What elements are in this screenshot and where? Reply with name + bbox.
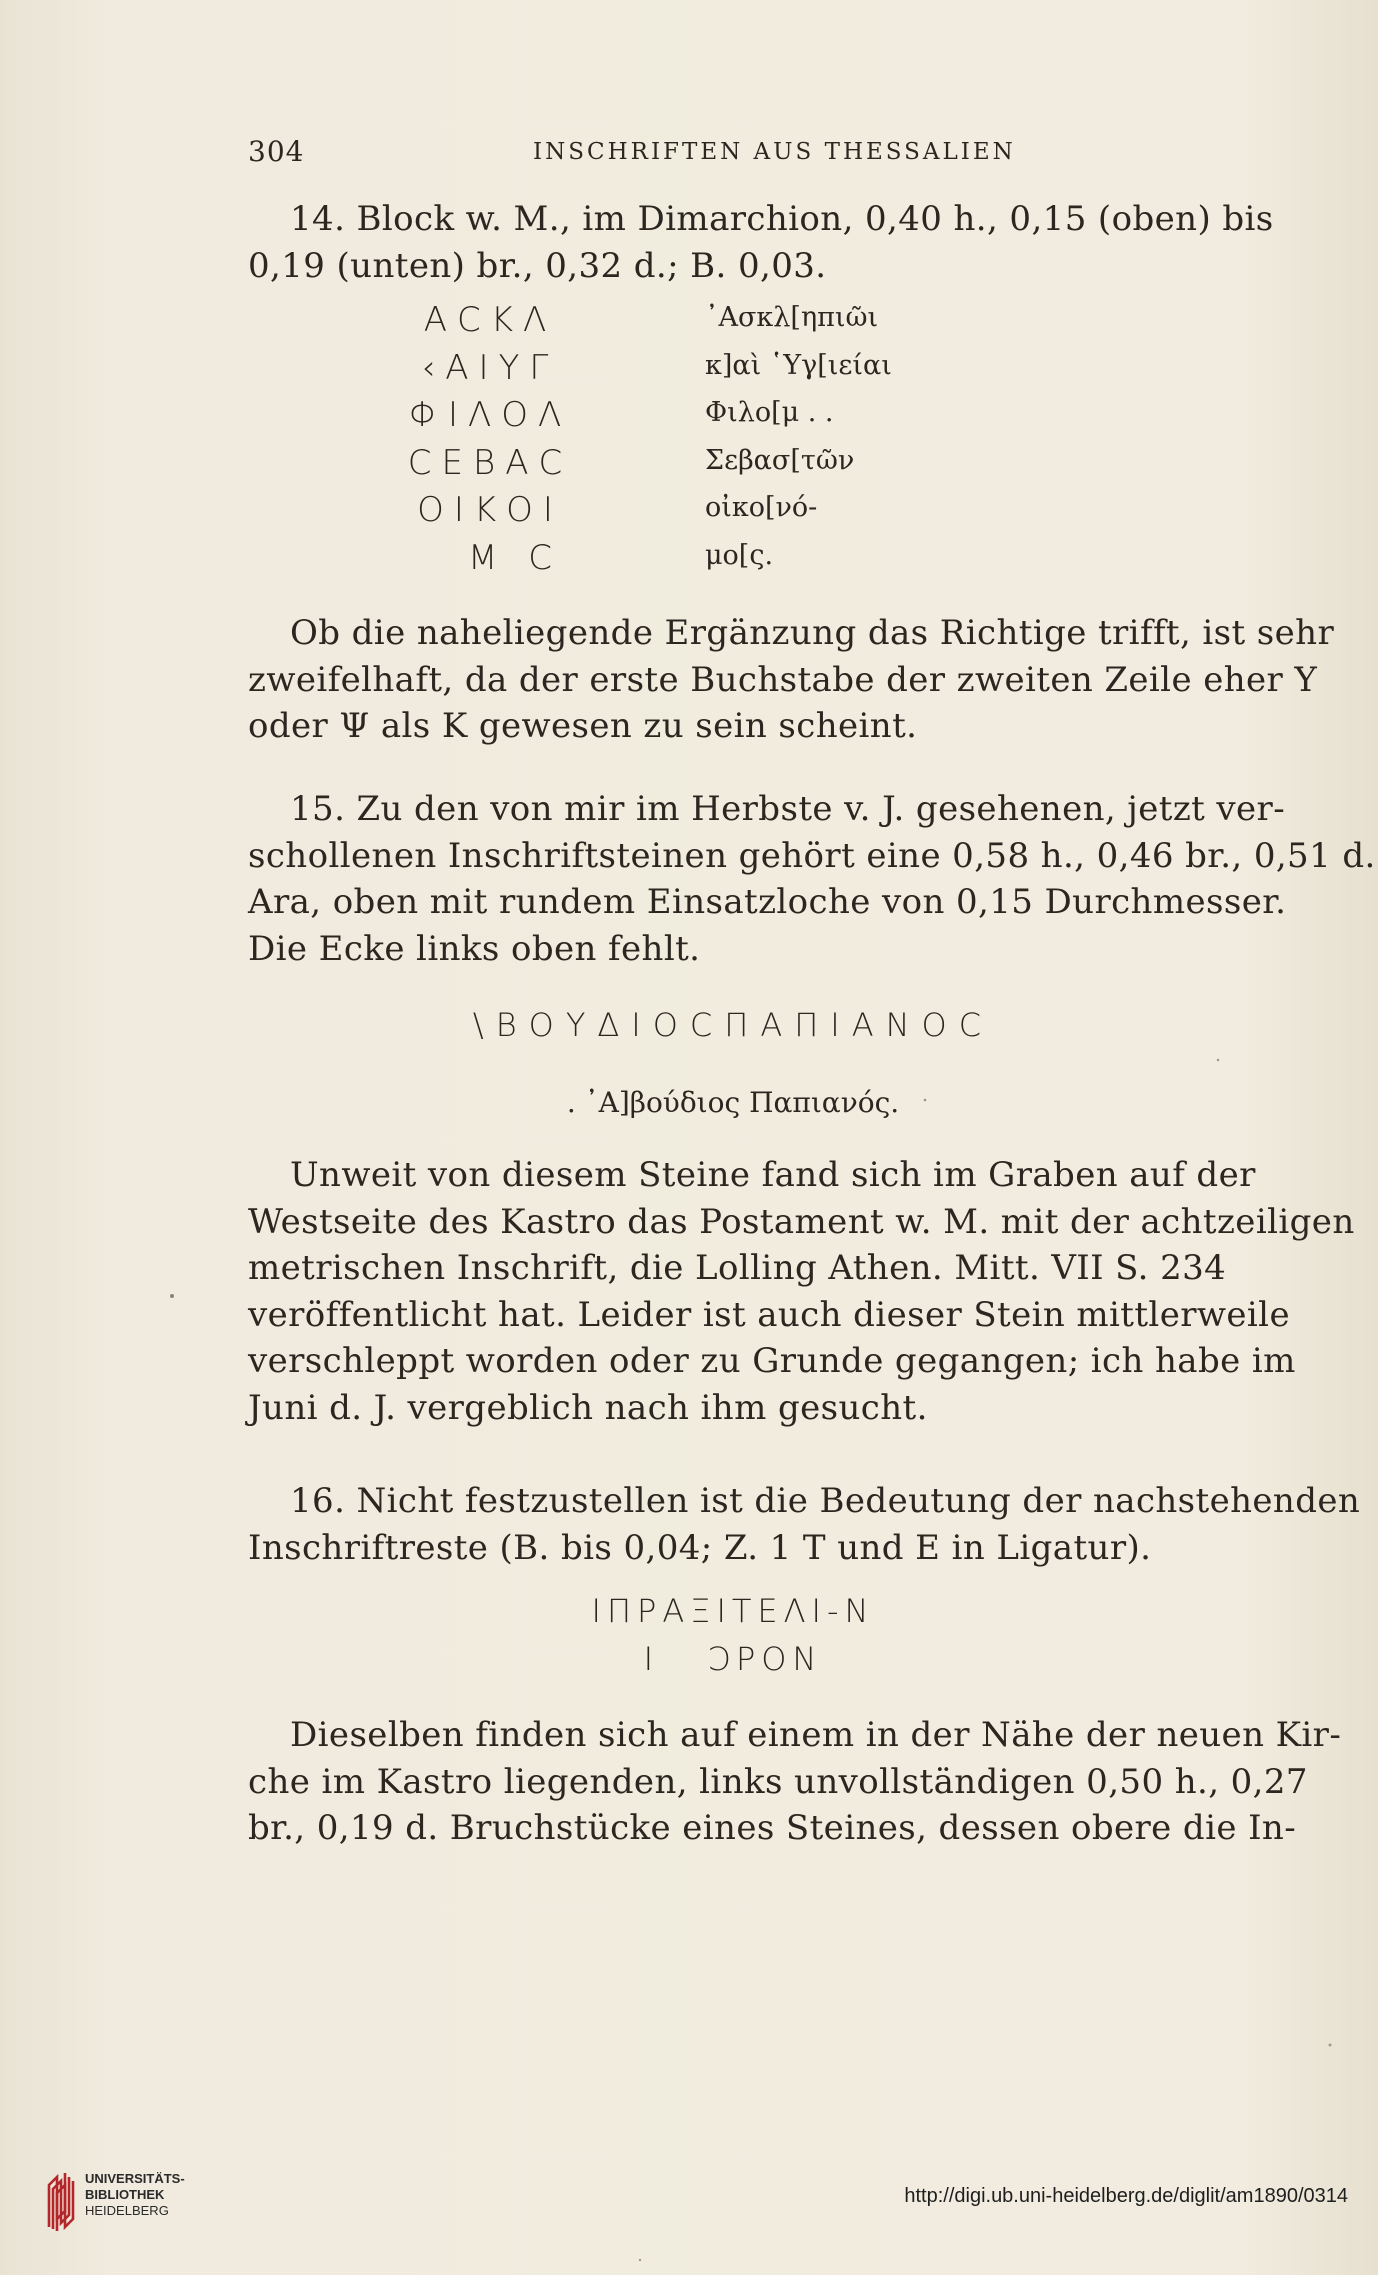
majuscule-text: ‹ΑΙΥΓ	[421, 347, 559, 388]
logo-line: BIBLIOTHEK	[85, 2187, 165, 2202]
inscription-row	[390, 538, 990, 586]
inscription-15-majuscule: \ΒΟΥΔΙΟCΠΑΠΙΑΝΟC	[472, 1006, 994, 1044]
text-line: 15. Zu den von mir im Herbste v. J. gesehenen, jetzt ver-	[290, 789, 1286, 829]
paragraph-dieselben	[248, 1712, 1342, 1852]
greek-transcription: Σεβασ[τῶν	[705, 444, 855, 476]
inscription-15-transcription: . ᾿Α]βούδιος Παπιανός.	[566, 1086, 900, 1119]
item-16-heading	[248, 1478, 1361, 1571]
text-line: veröffentlicht hat. Leider ist auch dieser Stein mittlerweile	[248, 1294, 1290, 1335]
logo-line: UNIVERSITÄTS-	[85, 2171, 185, 2186]
inscription-14	[390, 300, 990, 585]
text-line: Unweit von diesem Steine fand sich im Graben auf der	[290, 1155, 1256, 1195]
text-line: zweifelhaft, da der erste Buchstabe der zweiten Zeile eher Υ	[248, 659, 1318, 700]
greek-transcription: κ]αὶ ῾Υγ[ιείαι	[705, 349, 892, 381]
majuscule-text: ΦΙΛΟΛ	[408, 395, 572, 435]
library-emblem-icon	[45, 2171, 79, 2231]
text-line: Juni d. J. vergeblich nach ihm gesucht.	[248, 1387, 928, 1428]
inscription-16-line-1: ΙΠΡΑΞΙΤΕΛΙ-Ν	[591, 1592, 875, 1630]
majuscule-text: Μ C	[468, 537, 562, 578]
inscription-row	[390, 443, 990, 491]
inscription-16-line-2: Ι ƆΡΟΝ	[643, 1640, 823, 1678]
text-line: Ob die naheliegende Ergänzung das Richtige trifft, ist sehr	[290, 613, 1335, 653]
greek-transcription: ᾿Ασκλ[ηπιῶι	[705, 302, 879, 333]
majuscule-text: ΑCΚΛ	[423, 300, 557, 340]
text-line: Ara, oben mit rundem Einsatzloche von 0,15 Durchmesser.	[248, 882, 1287, 922]
logo-line: HEIDELBERG	[85, 2203, 169, 2218]
logo-text	[85, 2171, 185, 2219]
text-line: schollenen Inschriftsteinen gehört eine 0,58 h., 0,46 br., 0,51 d.	[248, 835, 1376, 876]
paragraph-unweit	[248, 1152, 1355, 1431]
inscription-row	[390, 348, 990, 396]
item-14-commentary	[248, 610, 1335, 750]
text-line: Westseite des Kastro das Postament w. M. mit der achtzeiligen	[248, 1201, 1355, 1242]
text-line: Dieselben finden sich auf einem in der Nähe der neuen Kir-	[290, 1715, 1342, 1755]
library-logo	[45, 2167, 185, 2237]
text-line: che im Kastro liegenden, links unvollständigen 0,50 h., 0,27	[248, 1761, 1308, 1802]
text-line: 0,19 (unten) br., 0,32 d.; B. 0,03.	[248, 245, 827, 286]
majuscule-text: ΟΙΚΟΙ	[417, 490, 563, 530]
page-number: 304	[248, 135, 305, 168]
greek-transcription: Φιλο[μ . .	[705, 397, 834, 428]
text-line: verschleppt worden oder zu Grunde gegangen; ich habe im	[248, 1341, 1296, 1381]
text-line: 14. Block w. M., im Dimarchion, 0,40 h., 0,15 (oben) bis	[290, 199, 1274, 239]
running-head: INSCHRIFTEN AUS THESSALIEN	[533, 139, 1016, 165]
item-15-heading	[248, 786, 1376, 972]
text-line: metrischen Inschrift, die Lolling Athen. Mitt. VII S. 234	[248, 1248, 1227, 1288]
inscription-row	[390, 490, 990, 538]
page-header	[248, 135, 1218, 175]
text-line: br., 0,19 d. Bruchstücke eines Steines, dessen obere die In-	[248, 1808, 1297, 1848]
majuscule-text: CΕΒΑC	[407, 442, 573, 483]
text-line: oder Ψ als Κ gewesen zu sein scheint.	[248, 706, 918, 746]
inscription-row	[390, 395, 990, 443]
item-14-heading	[248, 196, 1274, 289]
source-url-link[interactable]: http://digi.ub.uni-heidelberg.de/diglit/am1890/0314	[904, 2185, 1348, 2207]
text-line: Die Ecke links oben fehlt.	[248, 928, 701, 969]
text-line: Inschriftreste (B. bis 0,04; Z. 1 Τ und Ε in Ligatur).	[248, 1527, 1152, 1568]
inscription-row	[390, 300, 990, 348]
greek-transcription: μο[ς.	[705, 539, 774, 571]
text-line: 16. Nicht festzustellen ist die Bedeutung der nachstehenden	[290, 1481, 1361, 1521]
greek-transcription: οἰκο[νό-	[705, 492, 818, 523]
